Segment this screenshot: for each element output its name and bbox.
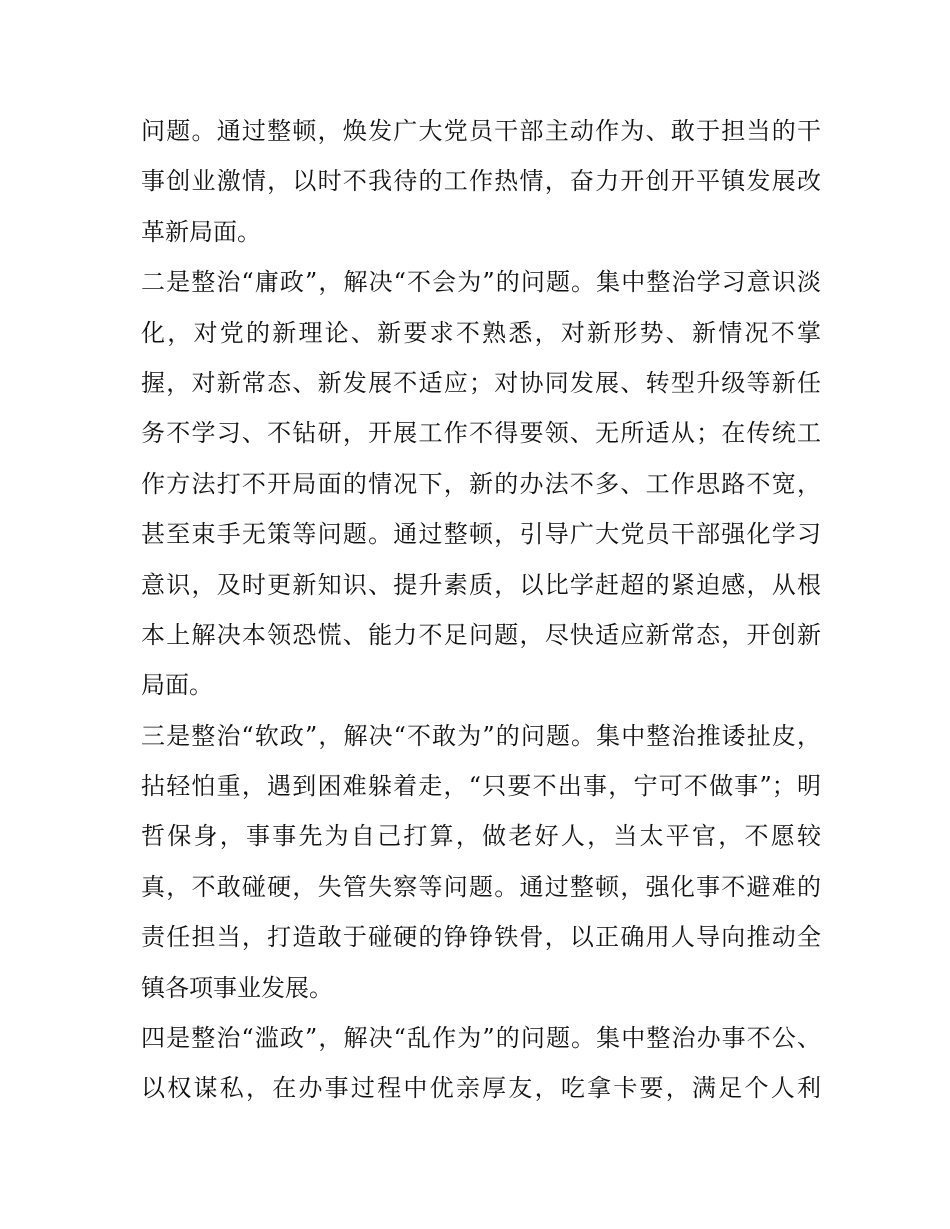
text-line: 四是整治“滥政”，解决“乱作为”的问题。集中整治办事不公、 [141, 1024, 821, 1053]
text-line: 革新局面。 [141, 217, 261, 246]
text-line: 拈轻怕重，遇到困难躲着走，“只要不出事，宁可不做事”；明 [141, 772, 821, 801]
text-line: 真，不敢碰硬，失管失察等问题。通过整顿，强化事不避难的 [141, 872, 821, 901]
text-line: 二是整治“庸政”，解决“不会为”的问题。集中整治学习意识淡 [141, 268, 821, 297]
paragraph-0 [141, 106, 821, 257]
text-line: 意识，及时更新知识、提升素质，以比学赶超的紧迫感，从根 [141, 570, 821, 599]
text-line: 化，对党的新理论、新要求不熟悉，对新形势、新情况不掌 [141, 318, 821, 347]
text-line: 作方法打不开局面的情况下，新的办法不多、工作思路不宽， [141, 469, 821, 498]
text-line: 问题。通过整顿，焕发广大党员干部主动作为、敢于担当的干 [141, 117, 821, 145]
text-line: 握，对新常态、新发展不适应；对协同发展、转型升级等新任 [141, 368, 821, 397]
text-line: 责任担当，打造敢于碰硬的铮铮铁骨，以正确用人导向推动全 [141, 923, 821, 952]
text-line: 哲保身，事事先为自己打算，做老好人，当太平官，不愿较 [141, 822, 821, 851]
text-line: 甚至束手无策等问题。通过整顿，引导广大党员干部强化学习 [141, 520, 821, 549]
text-line: 事创业激情，以时不我待的工作热情，奋力开创开平镇发展改 [141, 167, 821, 196]
text-line: 务不学习、不钻研，开展工作不得要领、无所适从；在传统工 [141, 419, 821, 448]
text-line: 局面。 [141, 671, 213, 700]
text-line: 本上解决本领恐慌、能力不足问题，尽快适应新常态，开创新 [141, 620, 821, 649]
paragraph-2 [141, 711, 821, 1013]
document-body [141, 106, 821, 1114]
paragraph-3 [141, 1013, 821, 1114]
paragraph-1 [141, 257, 821, 711]
text-line: 三是整治“软政”，解决“不敢为”的问题。集中整治推诿扯皮， [141, 721, 821, 750]
text-line: 以权谋私，在办事过程中优亲厚友，吃拿卡要，满足个人利 [141, 1074, 821, 1103]
text-line: 镇各项事业发展。 [141, 973, 333, 1002]
